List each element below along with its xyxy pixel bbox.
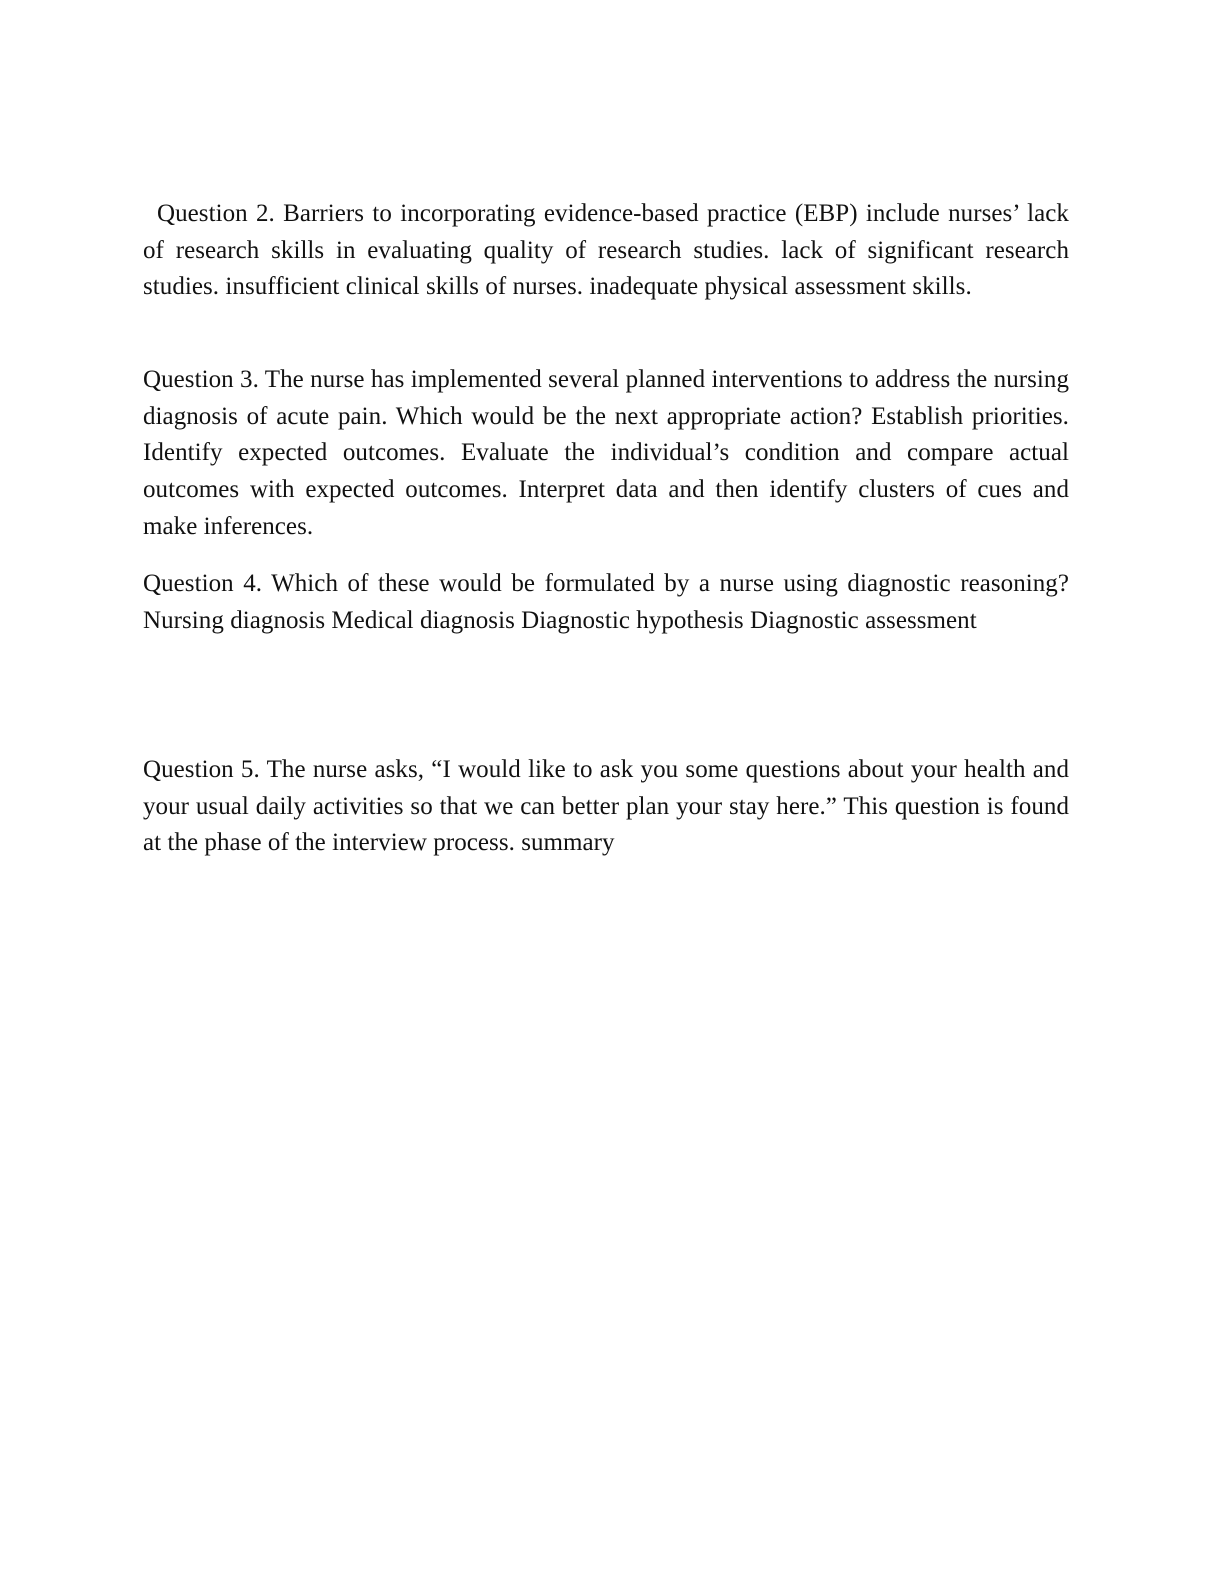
question-5-paragraph: Question 5. The nurse asks, “I would like to ask you some questions about your health and your usual daily activities so that we can better plan your stay here.” This question is found at the phase of the interview process. summary <box>143 756 1069 857</box>
question-2-paragraph: Question 2. Barriers to incorporating evidence-based practice (EBP) include nurses’ lack of research skills in evaluating quality of research studies. lack of significant research studies. insufficient clinical skills of nurses. inadequate physical assessment skills. <box>143 200 1069 301</box>
question-3-paragraph: Question 3. The nurse has implemented several planned interventions to address the nursing diagnosis of acute pain. Which would be the next appropriate action? Establish priorities. Identify expected outcomes. Evaluate the individual’s condition and compare actual outcomes with expected outcomes. Interpret data and then identify clusters of cues and make inferences. <box>143 366 1069 540</box>
question-4-paragraph: Question 4. Which of these would be formulated by a nurse using diagnostic reasoning? Nursing diagnosis Medical diagnosis Diagnostic hypothesis Diagnostic assessment <box>143 570 1069 634</box>
